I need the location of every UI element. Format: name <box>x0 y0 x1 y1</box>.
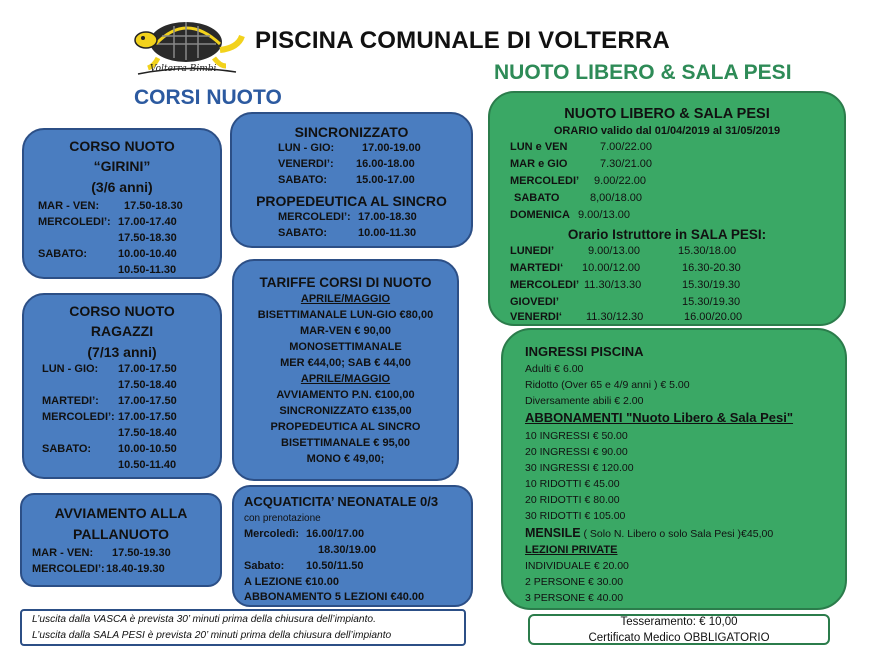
tariffe-line-7: AVVIAMENTO P.N. €100,00 <box>276 389 415 401</box>
sincro-day-4: MERCOLEDI’: <box>278 211 351 223</box>
abb-line-5: 20 RIDOTTI € 80.00 <box>525 494 620 506</box>
girini-time-1: 17.50-18.30 <box>124 200 183 212</box>
acquaticita-title: ACQUATICITA’ NEONATALE 0/3 <box>244 494 439 509</box>
istr-am-1: 9.00/13.00 <box>588 245 640 257</box>
istr-pm-5: 16.00/20.00 <box>684 311 743 323</box>
tariffe-title: TARIFFE CORSI DI NUOTO <box>259 275 432 290</box>
orario-hours-2: 7.30/21.00 <box>600 158 652 170</box>
orario-hours-3: 9.00/22.00 <box>594 175 646 187</box>
tariffe-line-10: BISETTIMANALE € 95,00 <box>281 437 410 449</box>
orario-day-4: SABATO <box>514 192 560 204</box>
orario-title: NUOTO LIBERO & SALA PESI <box>564 106 770 122</box>
pallanuoto-title-1: AVVIAMENTO ALLA <box>54 505 188 521</box>
ragazzi-time-4: 17.00-17.50 <box>118 411 177 423</box>
tariffe-line-4: MONOSETTIMANALE <box>289 341 402 353</box>
abb-line-2: 20 INGRESSI € 90.00 <box>525 446 628 458</box>
lezioni-title: LEZIONI PRIVATE <box>525 544 618 556</box>
tariffe-line-2: BISETTIMANALE LUN-GIO €80,00 <box>257 309 434 321</box>
lezioni-line-3: 3 PERSONE € 40.00 <box>525 592 624 604</box>
acquaticita-time-1: 16.00/17.00 <box>306 528 365 540</box>
istr-day-3: MERCOLEDI’ <box>510 279 580 291</box>
istr-pm-3: 15.30/19.30 <box>682 279 741 291</box>
right-section-title: NUOTO LIBERO & SALA PESI <box>494 61 792 84</box>
sincro-day-2: VENERDI’: <box>278 158 334 170</box>
girini-time-5: 10.50-11.30 <box>118 264 177 276</box>
page-title: PISCINA COMUNALE DI VOLTERRA <box>255 27 670 54</box>
tesseramento: Tesseramento: € 10,00 <box>620 616 738 628</box>
ragazzi-title-3: (7/13 anni) <box>87 344 157 360</box>
acquaticita-card <box>232 485 473 607</box>
abb-line-6: 30 RIDOTTI € 105.00 <box>525 510 626 522</box>
ingressi-line-2: Ridotto (Over 65 e 4/9 anni ) € 5.00 <box>525 379 690 391</box>
propedeutica-title: PROPEDEUTICA AL SINCRO <box>256 193 447 209</box>
acquaticita-day-3: Sabato: <box>244 560 285 572</box>
abb-line-1: 10 INGRESSI € 50.00 <box>525 430 628 442</box>
ragazzi-time-1: 17.00-17.50 <box>118 363 177 375</box>
sincro-time-2: 16.00-18.00 <box>356 158 415 170</box>
tariffe-line-11: MONO € 49,00; <box>306 453 385 465</box>
tariffe-line-5: MER €44,00; SAB € 44,00 <box>280 357 411 369</box>
exit-note-gym: L’uscita dalla SALA PESI è prevista 20’ minuti prima della chiusura dell’impianto <box>32 630 392 641</box>
exit-notes <box>20 609 466 646</box>
tariffe-line-9: PROPEDEUTICA AL SINCRO <box>270 421 421 433</box>
ragazzi-day-1: LUN - GIO: <box>42 363 99 375</box>
istr-day-5: VENERDI‘ <box>510 311 562 323</box>
tariffe-card <box>232 259 459 481</box>
exit-note-pool: L’uscita dalla VASCA è prevista 30’ minuti prima della chiusura dell’impianto. <box>32 614 376 625</box>
pallanuoto-time-1: 17.50-19.30 <box>112 547 171 559</box>
left-section-title: CORSI NUOTO <box>134 86 282 109</box>
tariffe-period-1: APRILE/MAGGIO <box>300 293 391 305</box>
orario-day-2: MAR e GIO <box>510 158 568 170</box>
girini-card <box>22 128 222 279</box>
istr-am-3: 11.30/13.30 <box>584 279 642 291</box>
acquaticita-price-1: A LEZIONE €10.00 <box>244 576 339 588</box>
pallanuoto-card <box>20 493 222 587</box>
ragazzi-time-5: 17.50-18.40 <box>118 427 177 439</box>
ingressi-title: INGRESSI PISCINA <box>525 344 644 359</box>
tariffe-line-8: SINCRONIZZATO €135,00 <box>279 405 412 417</box>
sincro-time-3: 15.00-17.00 <box>356 174 415 186</box>
girini-time-2: 17.00-17.40 <box>118 216 177 228</box>
pallanuoto-time-2: 18.40-19.30 <box>106 563 165 575</box>
ragazzi-day-4: MERCOLEDI’: <box>42 411 115 423</box>
mensile-detail: ( Solo N. Libero o solo Sala Pesi )€45,00 <box>580 528 774 540</box>
ragazzi-day-6: SABATO: <box>42 443 92 455</box>
girini-title-2: “GIRINI” <box>93 158 151 174</box>
orario-card <box>488 91 846 326</box>
logo-text: Volterra Bimbi <box>150 64 217 74</box>
orario-hours-4: 8,00/18.00 <box>590 192 642 204</box>
istr-am-5: 11.30/12.30 <box>586 311 644 323</box>
ingressi-card <box>501 328 847 610</box>
pallanuoto-title-2: PALLANUOTO <box>73 526 169 542</box>
sincro-title: SINCRONIZZATO <box>294 124 409 140</box>
sincro-card <box>230 112 473 248</box>
ragazzi-title-1: CORSO NUOTO <box>69 303 175 319</box>
sincro-time-1: 17.00-19.00 <box>362 142 421 154</box>
sincro-day-5: SABATO: <box>278 227 328 239</box>
lezioni-line-2: 2 PERSONE € 30.00 <box>525 576 624 588</box>
sincro-time-5: 10.00-11.30 <box>358 227 417 239</box>
orario-hours-5: 9.00/13.00 <box>578 209 630 221</box>
ragazzi-title-2: RAGAZZI <box>90 323 154 339</box>
orario-day-1: LUN e VEN <box>510 141 568 153</box>
istr-day-2: MARTEDI‘ <box>510 262 564 274</box>
acquaticita-day-1: Mercoledì: <box>244 528 300 540</box>
ragazzi-card <box>22 293 222 479</box>
girini-title-1: CORSO NUOTO <box>69 138 175 154</box>
orario-hours-1: 7.00/22.00 <box>600 141 652 153</box>
girini-day-2: MERCOLEDI’: <box>38 216 111 228</box>
girini-time-4: 10.00-10.40 <box>118 248 177 260</box>
acquaticita-sub: con prenotazione <box>244 513 321 524</box>
girini-day-4: SABATO: <box>38 248 88 260</box>
girini-day-1: MAR - VEN: <box>38 200 100 212</box>
lezioni-line-1: INDIVIDUALE € 20.00 <box>525 560 629 572</box>
ragazzi-time-3: 17.00-17.50 <box>118 395 177 407</box>
acquaticita-time-2: 18.30/19.00 <box>318 544 377 556</box>
certificato-medico: Certificato Medico OBBLIGATORIO <box>588 632 770 644</box>
ragazzi-time-2: 17.50-18.40 <box>118 379 177 391</box>
orario-day-3: MERCOLEDI’ <box>510 175 580 187</box>
istr-am-2: 10.00/12.00 <box>582 262 641 274</box>
orario-validity: ORARIO valido dal 01/04/2019 al 31/05/2019 <box>553 125 781 137</box>
abb-line-3: 30 INGRESSI € 120.00 <box>525 462 634 474</box>
istr-pm-2: 16.30-20.30 <box>682 262 741 274</box>
sincro-day-1: LUN - GIO: <box>278 142 335 154</box>
tariffe-period-2: APRILE/MAGGIO <box>300 373 391 385</box>
pallanuoto-day-2: MERCOLEDI’: <box>32 563 105 575</box>
ragazzi-day-3: MARTEDI’: <box>42 395 99 407</box>
orario-day-5: DOMENICA <box>510 209 570 221</box>
ragazzi-time-6: 10.00-10.50 <box>118 443 177 455</box>
ingressi-line-3: Diversamente abili € 2.00 <box>525 395 644 407</box>
acquaticita-time-3: 10.50/11.50 <box>306 560 364 572</box>
girini-title-3: (3/6 anni) <box>91 179 153 195</box>
abb-line-4: 10 RIDOTTI € 45.00 <box>525 478 620 490</box>
ragazzi-time-7: 10.50-11.40 <box>118 459 177 471</box>
istr-pm-1: 15.30/18.00 <box>678 245 737 257</box>
mensile-bold: MENSILE <box>525 526 581 540</box>
istr-day-4: GIOVEDI’ <box>510 296 559 308</box>
sincro-day-3: SABATO: <box>278 174 328 186</box>
istr-pm-4: 15.30/19.30 <box>682 296 741 308</box>
abbonamenti-title: ABBONAMENTI "Nuoto Libero & Sala Pesi" <box>525 410 794 425</box>
istr-day-1: LUNEDI’ <box>510 245 554 257</box>
pallanuoto-day-1: MAR - VEN: <box>32 547 94 559</box>
girini-time-3: 17.50-18.30 <box>118 232 177 244</box>
ingressi-line-1: Adulti € 6.00 <box>525 363 584 375</box>
tariffe-line-3: MAR-VEN € 90,00 <box>299 325 392 337</box>
istruttore-title: Orario Istruttore in SALA PESI: <box>567 227 767 242</box>
acquaticita-price-2: ABBONAMENTO 5 LEZIONI €40.00 <box>244 591 425 603</box>
mensile-label <box>525 526 773 540</box>
sincro-time-4: 17.00-18.30 <box>358 211 417 223</box>
